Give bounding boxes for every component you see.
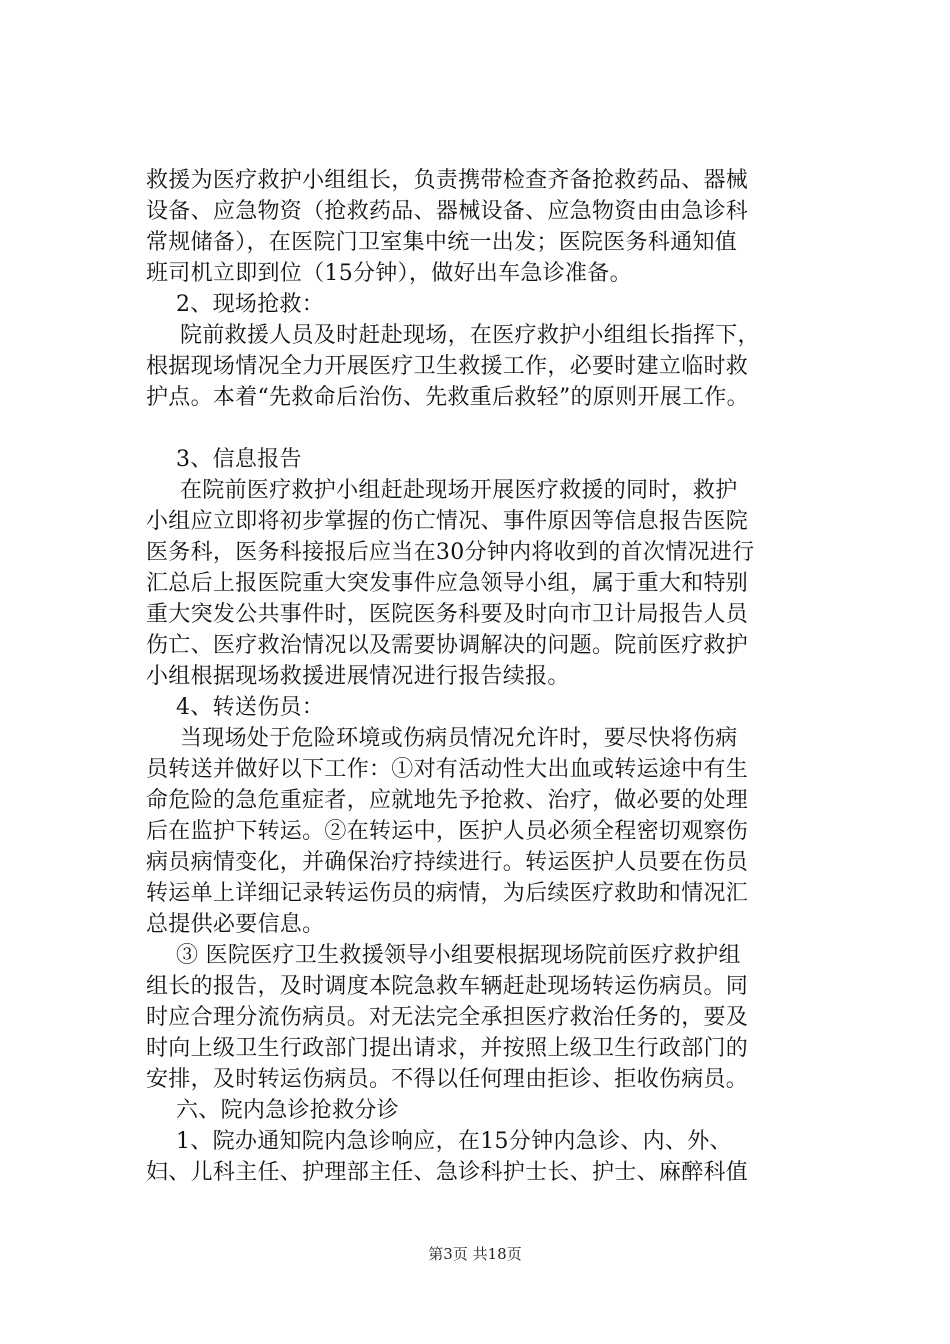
- text-line: 妇、儿科主任、护理部主任、急诊科护士长、护士、麻醉科值: [146, 1160, 749, 1185]
- text-line: 根据现场情况全力开展医疗卫生救援工作，必要时建立临时救: [146, 354, 749, 379]
- text-line: 班司机立即到位（15分钟），做好出车急诊准备。: [146, 261, 632, 286]
- text-line: 院前救援人员及时赶赴现场，在医疗救护小组组长指挥下，: [180, 323, 760, 348]
- text-line: 常规储备），在医院门卫室集中统一出发；医院医务科通知值: [146, 230, 738, 255]
- text-line: 小组根据现场救援进展情况进行报告续报。: [146, 664, 570, 689]
- document-body: [146, 165, 866, 1188]
- text-line: 医务科，医务科接报后应当在30分钟内将收到的首次情况进行: [146, 540, 755, 565]
- text-line: 命危险的急危重症者，应就地先予抢救、治疗，做必要的处理: [146, 788, 749, 813]
- section-heading: 3、信息报告: [176, 447, 302, 472]
- text-line: 重大突发公共事件时，医院医务科要及时向市卫计局报告人员: [146, 602, 749, 627]
- text-line: 在院前医疗救护小组赶赴现场开展医疗救援的同时，救护: [180, 478, 738, 503]
- text-line: 总提供必要信息。: [146, 912, 325, 937]
- blank-line: [146, 413, 866, 444]
- text-line: 时向上级卫生行政部门提出请求，并按照上级卫生行政部门的: [146, 1036, 749, 1061]
- section-heading: 2、现场抢救：: [176, 292, 325, 317]
- text-line: 病员病情变化，并确保治疗持续进行。转运医护人员要在伤员: [146, 850, 749, 875]
- text-line: 当现场处于危险环境或伤病员情况允许时，要尽快将伤病: [180, 726, 738, 751]
- text-line: 护点。本着“先救命后治伤、先救重后救轻”的原则开展工作。: [146, 385, 749, 410]
- text-line: 小组应立即将初步掌握的伤亡情况、事件原因等信息报告医院: [146, 509, 749, 534]
- text-line: 时应合理分流伤病员。对无法完全承担医疗救治任务的，要及: [146, 1005, 749, 1030]
- text-line: 组长的报告，及时调度本院急救车辆赶赴现场转运伤病员。同: [146, 974, 749, 999]
- text-line: 伤亡、医疗救治情况以及需要协调解决的问题。院前医疗救护: [146, 633, 749, 658]
- text-line: ③ 医院医疗卫生救援领导小组要根据现场院前医疗救护组: [176, 943, 741, 968]
- section-heading: 六、院内急诊抢救分诊: [176, 1098, 400, 1123]
- text-line: 员转送并做好以下工作：①对有活动性大出血或转运途中有生: [146, 757, 749, 782]
- text-line: 1、院办通知院内急诊响应，在15分钟内急诊、内、外、: [176, 1129, 732, 1154]
- text-line: 转运单上详细记录转运伤员的病情，为后续医疗救助和情况汇: [146, 881, 749, 906]
- section-heading: 4、转送伤员：: [176, 695, 325, 720]
- text-line: 设备、应急物资（抢救药品、器械设备、应急物资由由急诊科: [146, 199, 749, 224]
- text-line: 后在监护下转运。②在转运中，医护人员必须全程密切观察伤: [146, 819, 749, 844]
- page-number-footer: 第3页 共18页: [428, 1245, 522, 1263]
- text-line: 救援为医疗救护小组组长，负责携带检查齐备抢救药品、器械: [146, 168, 749, 193]
- text-line: 安排，及时转运伤病员。不得以任何理由拒诊、拒收伤病员。: [146, 1067, 749, 1092]
- text-line: 汇总后上报医院重大突发事件应急领导小组，属于重大和特别: [146, 571, 749, 596]
